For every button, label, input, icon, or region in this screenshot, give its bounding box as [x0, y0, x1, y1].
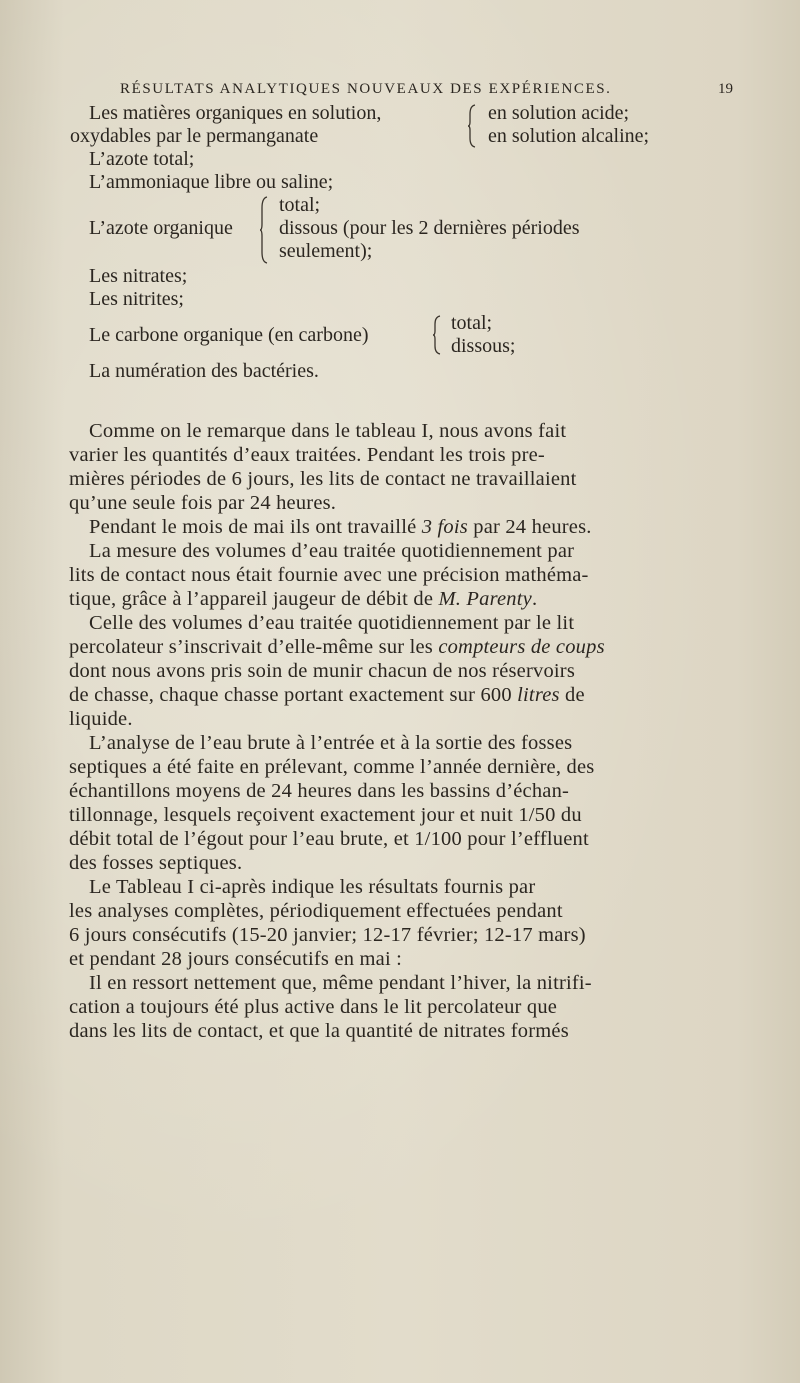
text-line: liquide.	[69, 708, 133, 730]
text-line: et pendant 28 jours consécutifs en mai :	[69, 948, 403, 970]
text-line: varier les quantités d’eaux traitées. Pendant les trois pre-	[69, 444, 545, 466]
list-item-organic-matter-line1: Les matières organiques en solution,	[89, 102, 382, 124]
text-line: septiques a été faite en prélevant, comme l’année dernière, des	[69, 756, 595, 778]
text-line: lits de contact nous était fournie avec une précision mathéma-	[69, 564, 589, 586]
brace-organic-carbon	[432, 315, 442, 355]
list-item-organic-matter-line2: oxydables par le permanganate	[70, 125, 319, 147]
list-option-nitrogen-only: seulement);	[279, 240, 373, 262]
running-title: RÉSULTATS ANALYTIQUES NOUVEAUX DES EXPÉRIENCES.	[120, 81, 612, 97]
brace-organic-nitrogen	[259, 196, 269, 264]
text-line: Comme on le remarque dans le tableau I, nous avons fait	[89, 420, 567, 442]
list-item-nitrites: Les nitrites;	[89, 288, 184, 310]
text-line: L’analyse de l’eau brute à l’entrée et à la sortie des fosses	[89, 732, 573, 754]
text-run: tique, grâce à l’appareil jaugeur de débit de	[69, 588, 439, 610]
text-line: Il en ressort nettement que, même pendant l’hiver, la nitrifi-	[89, 972, 592, 994]
text-emphasis: compteurs de coups	[438, 636, 605, 658]
list-option-carbon-dissolved: dissous;	[451, 335, 516, 357]
list-option-acid: en solution acide;	[488, 102, 630, 124]
text-line: tillonnage, lesquels reçoivent exactement jour et nuit 1/50 du	[69, 804, 582, 826]
text-line: La mesure des volumes d’eau traitée quotidiennement par	[89, 540, 575, 562]
text-line	[69, 635, 605, 659]
text-line	[69, 587, 537, 611]
brace-organic-matter	[467, 104, 477, 148]
running-header	[120, 81, 740, 98]
list-option-nitrogen-dissolved: dissous (pour les 2 dernières périodes	[279, 217, 580, 239]
text-line: débit total de l’égout pour l’eau brute, et 1/100 pour l’effluent	[69, 828, 589, 850]
text-line: dans les lits de contact, et que la quantité de nitrates formés	[69, 1020, 569, 1042]
paragraph-2	[89, 515, 592, 539]
text-run: de	[559, 684, 585, 706]
text-run: par 24 heures.	[467, 516, 592, 538]
list-option-carbon-total: total;	[451, 312, 493, 334]
text-run: Pendant le mois de mai ils ont travaillé	[89, 516, 422, 538]
text-line: échantillons moyens de 24 heures dans les bassins d’échan-	[69, 780, 570, 802]
list-item-total-nitrogen: L’azote total;	[89, 148, 195, 170]
text-line: des fosses septiques.	[69, 852, 243, 874]
text-emphasis: M. Parenty	[438, 588, 532, 610]
text-emphasis: litres	[517, 684, 560, 706]
text-run: .	[531, 588, 538, 610]
list-option-nitrogen-total: total;	[279, 194, 321, 216]
list-item-ammonia: L’ammoniaque libre ou saline;	[89, 171, 334, 193]
list-option-alkaline: en solution alcaline;	[488, 125, 650, 147]
text-run: de chasse, chaque chasse portant exactement sur 600	[69, 684, 518, 706]
text-run: percolateur s’inscrivait d’elle-même sur les	[69, 636, 439, 658]
text-line: dont nous avons pris soin de munir chacun de nos réservoirs	[69, 660, 575, 682]
list-item-nitrates: Les nitrates;	[89, 265, 188, 287]
text-line: Le Tableau I ci-après indique les résultats fournis par	[89, 876, 536, 898]
text-line	[69, 683, 585, 707]
text-line: qu’une seule fois par 24 heures.	[69, 492, 337, 514]
text-emphasis: 3 fois	[421, 516, 468, 538]
list-item-bacteria-count: La numération des bactéries.	[89, 360, 319, 382]
list-item-organic-nitrogen: L’azote organique	[89, 217, 233, 239]
page-number: 19	[718, 81, 733, 97]
text-line: cation a toujours été plus active dans le lit percolateur que	[69, 996, 558, 1018]
text-line: Celle des volumes d’eau traitée quotidiennement par le lit	[89, 612, 575, 634]
list-item-organic-carbon: Le carbone organique (en carbone)	[89, 324, 369, 346]
text-line: mières périodes de 6 jours, les lits de contact ne travaillaient	[69, 468, 577, 490]
text-line: les analyses complètes, périodiquement effectuées pendant	[69, 900, 563, 922]
text-line: 6 jours consécutifs (15-20 janvier; 12-17 février; 12-17 mars)	[69, 924, 586, 946]
